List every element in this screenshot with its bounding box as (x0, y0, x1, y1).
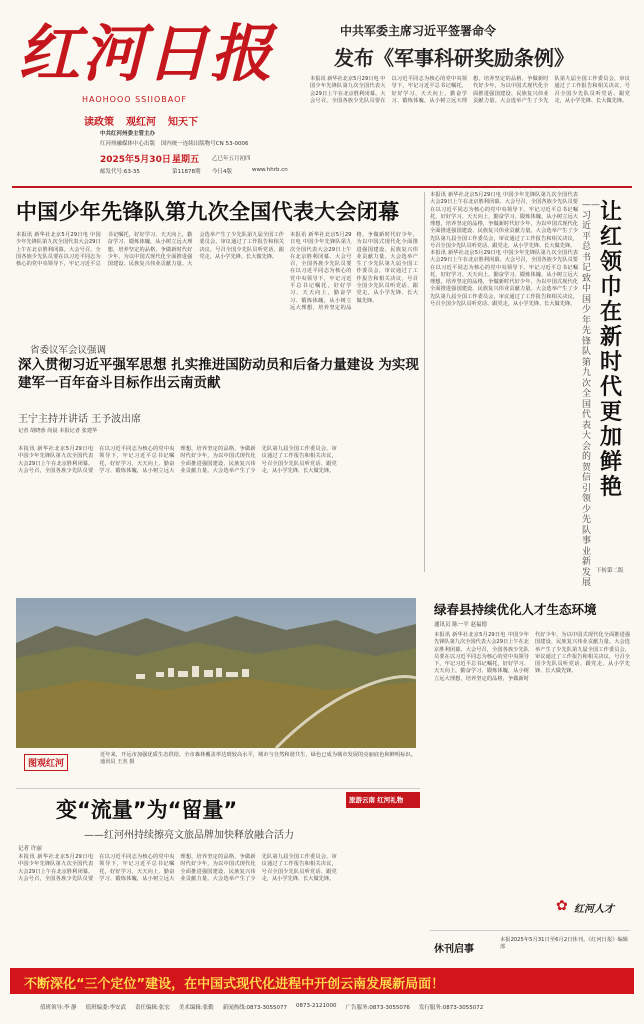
slogans (84, 113, 198, 128)
photo-logo-text: 图观红河 (28, 759, 65, 769)
side-body-top: 本报讯 新华社北京5月29日电 中国少年先锋队第九次全国代表大会29日上午在北京胜利闭幕。大会号召，全国各族少先队员要在以习近平同志为核心的党中央领导下，牢记习近平总书记嘱托，好好学习、天天向上，勤奋学习、锻炼体魄，从小树立远大理想，培养坚定的品格，争做新时代好少年，为以中国式现代化全面推进强国建设、民族复兴伟业贡献力量。大会选举产生了少先队第九届全国工作委员会，审议通过了工作报告和相关决议，号召全国少先队员听党话、跟党走，从小学先锋、长大做先锋。 (430, 192, 578, 250)
tourism-divider (16, 788, 420, 789)
footer-item: 责任编辑:张宏 (134, 1005, 170, 1011)
date-strip (100, 150, 330, 180)
page-count: 今日4版 (212, 169, 232, 175)
side-subhead: ——习近平总书记致中国少年先锋队第九次全国代表大会的贺信引领少先队事业新发展 (582, 200, 600, 588)
tourism-subhead: ——红河州持续擦亮文旅品牌加快释放融合活力 (84, 830, 294, 841)
masthead-pinyin: HAOHOOO SSIIOBAOF (82, 95, 187, 104)
lunar-date: 乙巳年五月初四 (212, 156, 251, 162)
holiday-notice (430, 930, 630, 960)
cn-number: 国内统一连续出版物号CN 53-0006 (160, 141, 249, 147)
issue-number: 第11878期 (172, 169, 201, 175)
military-body: 本报讯 新华社北京5月29日电 中国少年先锋队第九次全国代表大会29日上午在北京胜利闭幕。大会号召，全国各族少先队员要在以习近平同志为核心的党中央领导下，牢记习近平总书记嘱托，好好学习、天天向上，勤奋学习、锻炼体魄，从小树立远大理想，培养坚定的品格，争做新时代好少年，为以中国式现代化全面推进强国建设、民族复兴伟业贡献力量。大会选举产生了少先队第九届全国工作委员会，审议通过了工作报告和相关决议，号召全国少先队员听党话、跟党走，从小学先锋、长大做先锋。 (18, 446, 337, 474)
sponsor: 中共红河州委主管主办 (100, 131, 156, 137)
column-divider (424, 192, 425, 572)
tourism-byline: 记者 许丽 (18, 846, 42, 852)
talent-logo (556, 896, 628, 920)
military-kicker: 省委议军会议强调 (30, 345, 107, 356)
publisher: 红河州融媒体中心出版 (100, 141, 156, 147)
holiday-text: 本报2025年5月31日至6月2日休刊。《红河日报》编辑部 (500, 937, 628, 951)
weekday: 星期五 (172, 155, 200, 165)
tourism-headline: 变“流量”为“留量” (56, 798, 238, 822)
military-headline: 深入贯彻习近平强军思想 扎实推进国防动员和后备力量建设 为实现建军一百年奋斗目标作出云南贡献 (18, 357, 419, 391)
issue-date: 2025年5月30日 (100, 155, 171, 165)
masthead (0, 0, 644, 150)
tourism-banner-text: 旅游云南 红河礼物 (349, 796, 404, 804)
landscape-photo (16, 598, 416, 748)
military-sub: 王宁主持并讲话 王予波出席 (18, 414, 142, 425)
footer-item: 0873-2121000 (296, 1003, 337, 1009)
slogan-view-honghe: 观红河 (126, 117, 156, 128)
post-code: 邮发代号:63-35 (100, 169, 140, 175)
lead-body-cont: 本报讯 新华社北京5月29日电 中国少年先锋队第九次全国代表大会29日上午在北京胜利闭幕。大会号召，全国各族少先队员要在以习近平同志为核心的党中央领导下，牢记习近平总书记嘱托，好好学习、天天向上，勤奋学习、锻炼体魄，从小树立远大理想，培养坚定的品格，争做新时代好少年，为以中国式现代化全面推进强国建设、民族复兴伟业贡献力量。大会选举产生了少先队第九届全国工作委员会，审议通过了工作报告和相关决议，号召全国少先队员听党话、跟党走，从小学先锋、长大做先锋。 (290, 232, 418, 311)
footer-item: 广告服务:0873-3055076 (345, 1005, 410, 1011)
talent-byline: 通讯员 陈一平 赵福德 (434, 622, 487, 628)
flower-icon: ✿ (556, 898, 568, 914)
publication-info (100, 130, 310, 138)
masthead-title: 红河日报 (18, 17, 275, 90)
footer-item: 值班领导:李 静 (40, 1005, 77, 1011)
slogan-know-world: 知天下 (168, 117, 198, 128)
side-body: 本报讯 新华社北京5月29日电 中国少年先锋队第九次全国代表大会29日上午在北京胜利闭幕。大会号召，全国各族少先队员要在以习近平同志为核心的党中央领导下，牢记习近平总书记嘱托，好好学习、天天向上，勤奋学习、锻炼体魄，从小树立远大理想，培养坚定的品格，争做新时代好少年，为以中国式现代化全面推进强国建设、民族复兴伟业贡献力量。大会选举产生了少先队第九届全国工作委员会，审议通过了工作报告和相关决议，号召全国少先队员听党话、跟党走，从小学先锋、长大做先锋。 (430, 250, 578, 308)
photo-logo (24, 754, 68, 771)
military-byline: 记者 胡晓蓉 尚晨 本报记者 张建华 (18, 428, 98, 434)
top-story-headline: 发布《军事科研奖励条例》 (334, 46, 574, 70)
top-story-kicker: 中共军委主席习近平签署命令 (340, 24, 497, 38)
photo-illustration (16, 598, 416, 748)
top-story-body: 本报讯 新华社北京5月29日电 中国少年先锋队第九次全国代表大会29日上午在北京胜利闭幕。大会号召，全国各族少先队员要在以习近平同志为核心的党中央领导下，牢记习近平总书记嘱托，好好学习、天天向上，勤奋学习、锻炼体魄，从小树立远大理想，培养坚定的品格，争做新时代好少年，为以中国式现代化全面推进强国建设、民族复兴伟业贡献力量。大会选举产生了少先队第九届全国工作委员会，审议通过了工作报告和相关决议，号召全国少先队员听党话、跟党走，从小学先锋、长大做先锋。 (310, 76, 630, 104)
photo-caption: 近年来，开远市加强优质生态供给，全市森林覆盖率达到较高水平，城市与自然和谐共生，绿色已成为城市发展的亮丽底色和鲜明标识。通讯员 王杰 摄 (100, 752, 416, 766)
masthead-divider (12, 186, 632, 188)
tourism-banner (346, 792, 420, 808)
website: www.hhrb.cn (252, 167, 288, 173)
slogan-read-policy: 读政策 (84, 117, 114, 128)
bottom-banner (10, 968, 634, 994)
talent-body: 本报讯 新华社北京5月29日电 中国少年先锋队第九次全国代表大会29日上午在北京胜利闭幕。大会号召，全国各族少先队员要在以习近平同志为核心的党中央领导下，牢记习近平总书记嘱托，好好学习、天天向上，勤奋学习、锻炼体魄，从小树立远大理想，培养坚定的品格，争做新时代好少年，为以中国式现代化全面推进强国建设、民族复兴伟业贡献力量。大会选举产生了少先队第九届全国工作委员会，审议通过了工作报告和相关决议，号召全国少先队员听党话、跟党走，从小学先锋、长大做先锋。 (434, 632, 630, 682)
footer-item: 新闻热线:0873-3055077 (222, 1005, 288, 1011)
footer (40, 1003, 620, 1011)
footer-item: 值班编委:李安武 (85, 1005, 126, 1011)
talent-headline: 绿春县持续优化人才生态环境 (434, 602, 597, 617)
footer-item: 发行服务:0873-3055072 (418, 1005, 484, 1011)
lead-body: 本报讯 新华社北京5月29日电 中国少年先锋队第九次全国代表大会29日上午在北京胜利闭幕。大会号召，全国各族少先队员要在以习近平同志为核心的党中央领导下，牢记习近平总书记嘱托，好好学习、天天向上，勤奋学习、锻炼体魄，从小树立远大理想，培养坚定的品格，争做新时代好少年，为以中国式现代化全面推进强国建设、民族复兴伟业贡献力量。大会选举产生了少先队第九届全国工作委员会，审议通过了工作报告和相关决议，号召全国少先队员听党话、跟党走，从小学先锋、长大做先锋。 (16, 232, 284, 268)
side-headline: 让红领巾在新时代更加鲜艳 (600, 200, 623, 500)
tourism-body: 本报讯 新华社北京5月29日电 中国少年先锋队第九次全国代表大会29日上午在北京胜利闭幕。大会号召，全国各族少先队员要在以习近平同志为核心的党中央领导下，牢记习近平总书记嘱托，好好学习、天天向上，勤奋学习、锻炼体魄，从小树立远大理想，培养坚定的品格，争做新时代好少年，为以中国式现代化全面推进强国建设、民族复兴伟业贡献力量。大会选举产生了少先队第九届全国工作委员会，审议通过了工作报告和相关决议，号召全国少先队员听党话、跟党走，从小学先锋、长大做先锋。 (18, 854, 337, 882)
footer-item: 美术编辑:张勤 (178, 1005, 214, 1011)
talent-logo-text: 红河人才 (574, 904, 614, 915)
holiday-label: 休刊启事 (434, 944, 474, 955)
bottom-banner-text: 不断深化“三个定位”建设，在中国式现代化进程中开创云南发展新局面！ (24, 977, 445, 992)
lead-headline: 中国少年先锋队第九次全国代表大会闭幕 (16, 200, 400, 224)
side-more-link[interactable]: 下转第二版 (596, 568, 624, 574)
